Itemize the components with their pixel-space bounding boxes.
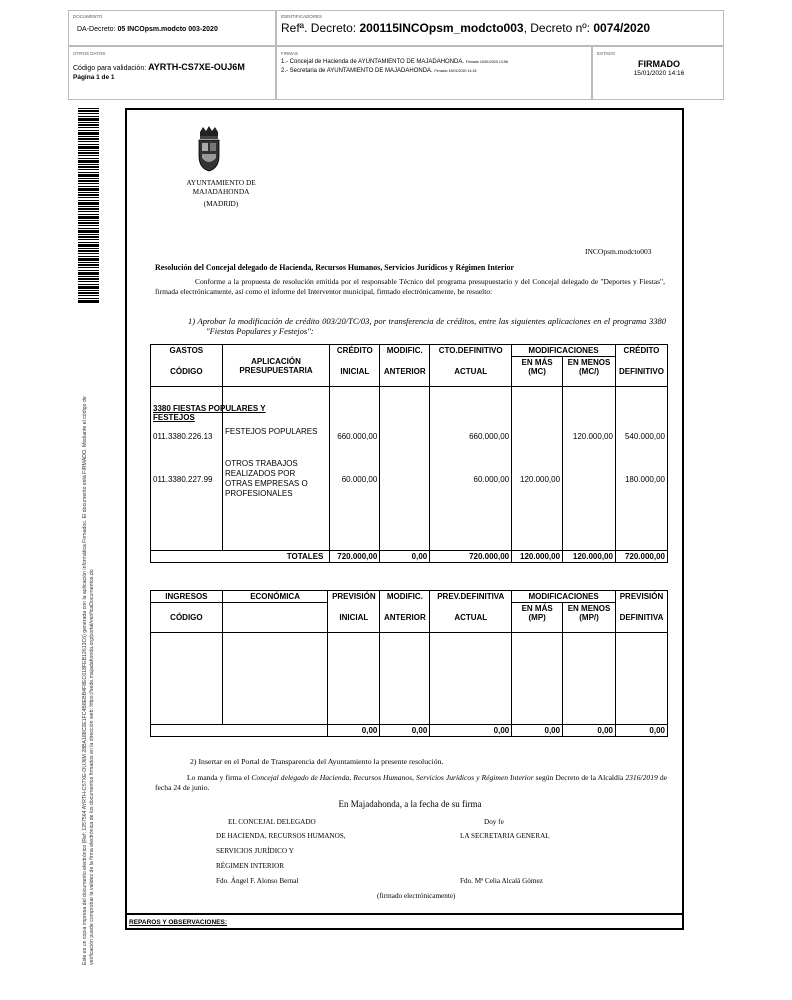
row-2-codigo: 011.3380.227.99 [153, 475, 213, 484]
header-firmas-box [276, 46, 592, 100]
sig-right-5: Fdo. Mª Celia Alcalá Gómez [460, 877, 543, 885]
ing-hdr-modificaciones: MODIFICACIONES [512, 591, 616, 603]
side-verification-text-2: verificación puede comprobar la validez de la firma electrónica de los documentos firmados en la dirección web: https://sede.majadahonda.org/portal/verificaDocumentos.do [89, 569, 95, 965]
ref-mid: , Decreto nº: [523, 21, 590, 35]
hdr-en-mas: EN MÁS (MC) [512, 357, 563, 387]
doc-reference: INCOpsm.modcto003 [585, 247, 652, 256]
logo-line-1: AYUNTAMIENTO DE [186, 178, 256, 187]
estado-label: ESTADO [597, 51, 616, 56]
sig-left-1: EL CONCEJAL DELEGADO [228, 818, 316, 826]
firma2-line [281, 68, 477, 74]
row-2-definitivo: 180.000,00 [624, 475, 665, 484]
hdr-modificaciones: MODIFICACIONES [512, 345, 616, 357]
firma2-date: Firmado 15/01/2020 14:16 [434, 69, 477, 73]
ing-hdr-inicial: INICIAL [328, 603, 380, 633]
firma1-text: 1.- Concejal de Hacienda de AYUNTAMIENTO DE MAJADAHONDA. [281, 59, 465, 65]
section-title: 3380 FIESTAS POPULARES Y FESTEJOS [153, 404, 266, 422]
documento-value: 05 INCOpsm.modcto 003-2020 [117, 26, 218, 33]
closing-b: Concejal delegado de Hacienda, Recursos Humanos, Servicios Jurídicos y Régimen Interior [251, 773, 534, 782]
closing-paragraph [155, 773, 667, 793]
closing-a: Lo manda y firma el [187, 773, 252, 782]
ing-hdr-en-mas: EN MÁS (MP) [512, 603, 563, 633]
gastos-table [150, 344, 668, 563]
sig-right-2: LA SECRETARIA GENERAL [460, 832, 550, 840]
totales-label: TOTALES [222, 551, 330, 563]
hdr-cto-def: CTO.DEFINITIVO [430, 345, 512, 357]
ing-totales-actual: 0,00 [430, 725, 512, 737]
gastos-body-row [151, 387, 668, 551]
ingresos-totales-row [151, 725, 668, 737]
hdr-credito: CRÉDITO [330, 345, 380, 357]
firma1-date: Firmado 15/01/2020 13:56 [465, 60, 508, 64]
closing-e: de fecha 24 de junio. [155, 773, 667, 792]
documento-line [77, 26, 218, 33]
sig-left-5: Fdo. Ángel F. Alonso Bernal [216, 877, 299, 885]
ingresos-table [150, 590, 668, 737]
codigo-line [73, 62, 245, 72]
hdr-actual: ACTUAL [430, 357, 512, 387]
firma2-text: 2.- Secretaria de AYUNTAMIENTO DE MAJADAHONDA. [281, 68, 433, 74]
logo-line-2: MAJADAHONDA [192, 187, 250, 196]
pagina-text: Página 1 de 1 [73, 74, 115, 81]
ing-totales-definitiva: 0,00 [615, 725, 667, 737]
reparos-label: REPAROS Y OBSERVACIONES: [129, 919, 228, 926]
hdr-gastos: GASTOS [151, 345, 223, 357]
hdr-modific: MODIFIC. [380, 345, 430, 357]
totales-anterior: 0,00 [380, 551, 430, 563]
totales-actual: 720.000,00 [430, 551, 512, 563]
ing-totales-anterior: 0,00 [380, 725, 430, 737]
reparos-box [125, 913, 684, 930]
ing-totales-en-mas: 0,00 [512, 725, 563, 737]
barcode-icon [78, 108, 99, 303]
estado-date: 15/01/2020 14:16 [633, 70, 685, 77]
estado-value: FIRMADO [638, 59, 680, 69]
otros-label: OTROS DATOS [73, 51, 106, 56]
ing-hdr-prevision: PREVISIÓN [328, 591, 380, 603]
row-1-definitivo: 540.000,00 [624, 432, 665, 441]
place-date: En Majadahonda, a la fecha de su firma [338, 799, 482, 809]
row-1-aplicacion: FESTEJOS POPULARES [225, 427, 318, 436]
codigo-label: Código para validación: [73, 65, 147, 72]
firma1-line [281, 59, 508, 65]
row-2-en-mas: 120.000,00 [520, 475, 561, 484]
sig-left-3: SERVICIOS JURÍDICO Y [216, 847, 294, 855]
hdr-credito-2: CRÉDITO [615, 345, 667, 357]
ing-hdr-en-menos: EN MENOS (MP/) [563, 603, 616, 633]
ref-decreto-line [281, 21, 650, 35]
row-1-codigo: 011.3380.226.13 [153, 432, 213, 441]
closing-c: según Decreto de la Alcaldía [533, 773, 626, 782]
ing-hdr-ingresos: INGRESOS [151, 591, 223, 603]
side-verification-text-1: Este es un copia impresa del documento electrónico (Ref: 1257564 AYRTH-CS7XE-OUJ6M 28BA188C2E1FC4B8EBB4F8EC618FEB12613C6) generada con la aplicación informática Firmadoc. El documento está FIRMADO. Mediante el código de [82, 396, 88, 965]
row-1-en-menos: 120.000,00 [572, 432, 613, 441]
logo-line-3: (MADRID) [203, 199, 239, 208]
header-documento-box [68, 10, 276, 46]
ing-hdr-codigo: CÓDIGO [151, 603, 223, 633]
identificadores-label: IDENTIFICADORES [281, 14, 323, 19]
hdr-aplicacion: APLICACIÓN PRESUPUESTARIA [222, 345, 330, 387]
coat-of-arms-icon [196, 126, 222, 172]
ref-prefix: Refª. Decreto: [281, 21, 357, 35]
intro-paragraph: Conforme a la propuesta de resolución emitida por el responsable Técnico del programa presupuestario y del Concejal delegado de "Deportes y Fiestas", firmada electrónicamente, así como el informe del Interventor municipal, firmado electrónicamente, he resuelto: [155, 277, 665, 296]
row-1-actual: 660.000,00 [469, 432, 510, 441]
ing-hdr-definitiva: DEFINITIVA [615, 603, 667, 633]
row-1-inicial: 660.000,00 [337, 432, 378, 441]
ing-hdr-prevision-2: PREVISIÓN [615, 591, 667, 603]
header-estado-box [592, 46, 724, 100]
hdr-inicial: INICIAL [330, 357, 380, 387]
ing-hdr-economica: ECONÓMICA [222, 591, 328, 603]
row-2-inicial: 60.000,00 [341, 475, 378, 484]
ref-value: 200115INCOpsm_modcto003 [359, 21, 524, 35]
documento-prefix: DA-Decreto: [77, 26, 116, 33]
header-identificadores-box [276, 10, 724, 46]
sig-left-4: RÉGIMEN INTERIOR [216, 862, 285, 870]
header-otros-box [68, 46, 276, 100]
ayuntamiento-logo-text [170, 178, 272, 208]
ing-totales-inicial: 0,00 [328, 725, 380, 737]
documento-label: DOCUMENTO [73, 14, 103, 19]
hdr-en-menos: EN MENOS (MC/) [563, 357, 616, 387]
firmas-label: FIRMAS [281, 51, 299, 56]
totales-inicial: 720.000,00 [330, 551, 380, 563]
sig-electronic: (firmado electrónicamente) [377, 892, 456, 900]
totales-definitivo: 720.000,00 [615, 551, 667, 563]
resolution-title: Resolución del Concejal delegado de Hacienda, Recursos Humanos, Servicios Jurídicos y Régimen Interior [155, 263, 515, 272]
closing-d: 2316/2019 [625, 773, 658, 782]
ing-hdr-actual: ACTUAL [430, 603, 512, 633]
totales-en-mas: 120.000,00 [512, 551, 563, 563]
gastos-totales-row [151, 551, 668, 563]
sig-right-1: Doy fe [484, 818, 504, 826]
sig-left-2: DE HACIENDA, RECURSOS HUMANOS, [216, 832, 346, 840]
totales-en-menos: 120.000,00 [563, 551, 616, 563]
ing-hdr-anterior: ANTERIOR [380, 603, 430, 633]
ing-hdr-prev-def: PREV.DEFINITIVA [430, 591, 512, 603]
ref-num: 0074/2020 [593, 21, 651, 35]
codigo-value: AYRTH-CS7XE-OUJ6M [148, 62, 245, 72]
ingresos-body-row [151, 633, 668, 725]
ing-totales-en-menos: 0,00 [563, 725, 616, 737]
hdr-codigo: CÓDIGO [151, 357, 223, 387]
row-2-actual: 60.000,00 [473, 475, 510, 484]
ing-hdr-modific: MODIFIC. [380, 591, 430, 603]
point-1-text: 1) Aprobar la modificación de crédito 003/20/TC/03, por transferencia de créditos, entre las siguientes aplicaciones en el programa 3380 "Fiestas Populares y Festejos": [188, 316, 666, 336]
row-2-aplicacion: OTROS TRABAJOS REALIZADOS POR OTRAS EMPRESAS O PROFESIONALES [225, 459, 308, 498]
hdr-definitivo: DEFINITIVO [615, 357, 667, 387]
hdr-anterior: ANTERIOR [380, 357, 430, 387]
point-2-text: 2) Insertar en el Portal de Transparencia del Ayuntamiento la presente resolución. [190, 757, 444, 766]
